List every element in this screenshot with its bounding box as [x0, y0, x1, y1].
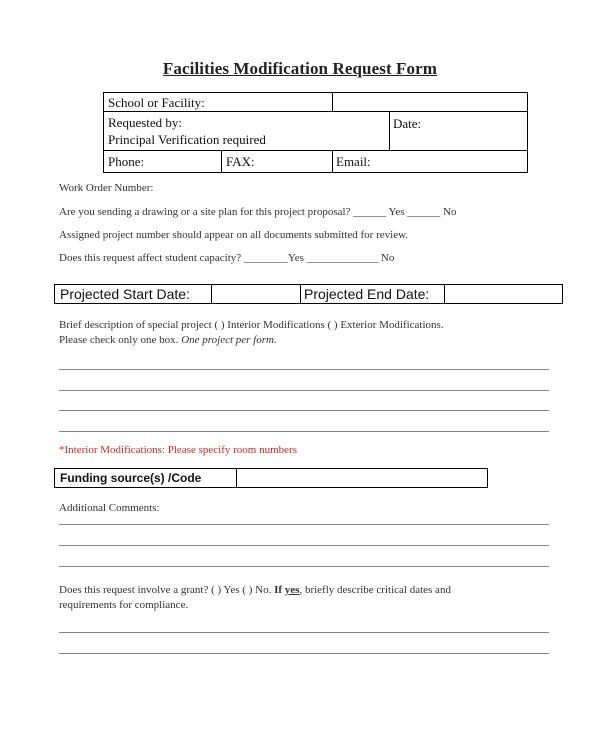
school-facility-label: School or Facility:	[108, 95, 205, 110]
fax-label: FAX:	[226, 154, 255, 169]
capacity-question: Does this request affect student capacity? ________Yes _____________ No	[59, 252, 395, 264]
yes-word: yes	[284, 584, 300, 596]
comments-line[interactable]	[59, 545, 549, 546]
funding-source-label: Funding source(s) /Code	[60, 471, 202, 485]
comments-line[interactable]	[59, 566, 549, 567]
grant-question-suffix: , briefly describe critical dates and	[299, 584, 451, 596]
email-label: Email:	[336, 154, 371, 169]
funding-table	[54, 468, 488, 488]
form-title: Facilities Modification Request Form	[162, 59, 438, 78]
one-project-note: One project per form.	[181, 334, 277, 346]
projected-start-date-label: Projected Start Date:	[60, 286, 190, 302]
contact-table	[103, 92, 528, 173]
description-line-2	[59, 333, 277, 347]
grant-question-line-1	[59, 583, 451, 597]
description-line-1: Brief description of special project ( ) Interior Modifications ( ) Exterior Modifications.	[59, 319, 444, 331]
principal-verification-label: Principal Verification required	[108, 132, 266, 147]
description-line[interactable]	[59, 431, 549, 432]
phone-label: Phone:	[108, 154, 145, 169]
description-instruction: Please check only one box.	[59, 334, 182, 346]
grant-question-line-2: requirements for compliance.	[59, 599, 189, 611]
projected-dates-table	[54, 284, 563, 304]
funding-source-field[interactable]	[237, 469, 487, 487]
grant-question-text: Does this request involve a grant? ( ) Yes ( ) No.	[59, 584, 275, 596]
grant-line[interactable]	[59, 632, 549, 633]
grant-line[interactable]	[59, 653, 549, 654]
description-line[interactable]	[59, 390, 549, 391]
drawing-question: Are you sending a drawing or a site plan for this project proposal? ______ Yes ______ No	[59, 206, 457, 218]
additional-comments-label: Additional Comments:	[59, 502, 160, 514]
if-word: If	[274, 584, 283, 596]
school-facility-field[interactable]	[333, 93, 527, 111]
projected-end-date-label: Projected End Date:	[304, 286, 430, 302]
requested-by-label: Requested by:	[108, 115, 183, 130]
assigned-number-note: Assigned project number should appear on all documents submitted for review.	[59, 229, 409, 241]
description-line[interactable]	[59, 410, 549, 411]
work-order-label: Work Order Number:	[59, 182, 154, 194]
projected-start-date-field[interactable]	[212, 285, 300, 303]
description-line[interactable]	[59, 369, 549, 370]
comments-line[interactable]	[59, 524, 549, 525]
projected-end-date-field[interactable]	[445, 285, 562, 303]
interior-modifications-note: *Interior Modifications: Please specify room numbers	[59, 444, 297, 456]
date-label: Date:	[393, 116, 422, 131]
